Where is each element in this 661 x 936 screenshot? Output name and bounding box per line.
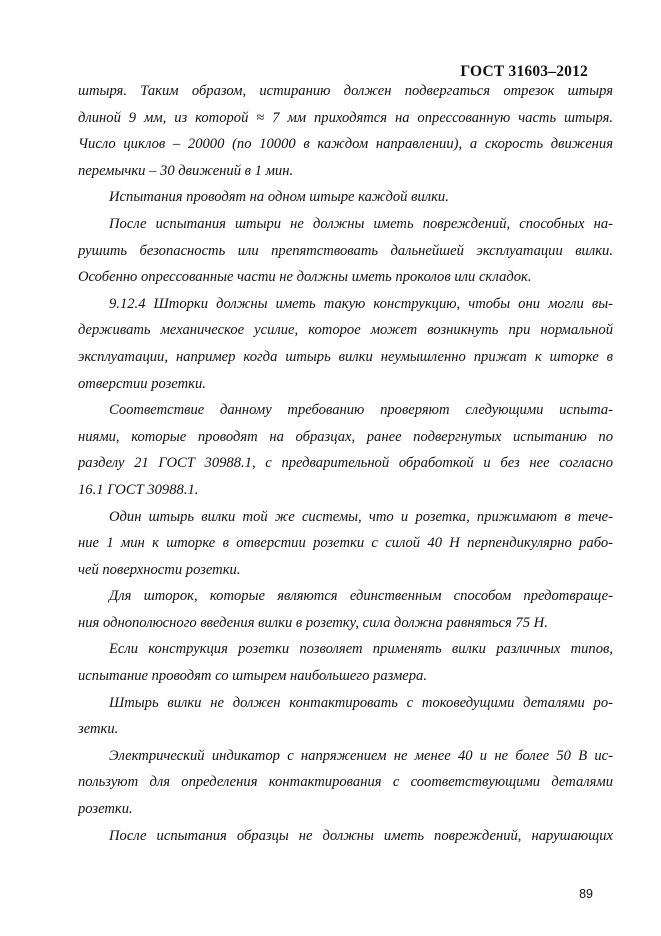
text-line: Испытания проводят на одном штыре каждой вилки. [109, 189, 449, 206]
text-line: ниями, которые проводят на образцах, ранее подвергнутых испытанию по [78, 428, 613, 445]
text-line: отверстии розетки. [78, 375, 206, 392]
text-line: 9.12.4 Шторки должны иметь такую конструкцию, чтобы они могли вы- [109, 295, 613, 312]
text-line: После испытания штыри не должны иметь повреждений, способных на- [109, 215, 613, 232]
text-line: разделу 21 ГОСТ 30988.1, с предварительной обработкой и без нее согласно [78, 455, 613, 472]
page-number: 89 [579, 887, 593, 901]
text-line: Особенно опрессованные части не должны иметь проколов или складок. [78, 269, 532, 286]
text-line: После испытания образцы не должны иметь повреждений, нарушающих [109, 827, 613, 844]
text-line: штыря. Таким образом, истиранию должен подвергаться отрезок штыря [78, 83, 613, 99]
text-line: длиной 9 мм, из которой ≈ 7 мм приходятся на опрессованную часть штыря. [78, 109, 613, 126]
text-line: чей поверхности розетки. [78, 561, 241, 578]
text-line: Если конструкция розетки позволяет применять вилки различных типов, [109, 641, 613, 658]
text-line: Один штырь вилки той же системы, что и розетка, прижимают в тече- [109, 508, 613, 525]
text-line: пользуют для определения контактирования с соответствующими деталями [78, 774, 613, 791]
document-body [78, 78, 613, 849]
text-line: Для шторок, которые являются единственным способом предотвраще- [109, 588, 613, 605]
text-line: перемычки – 30 движений в 1 мин. [78, 162, 294, 179]
text-line: розетки. [78, 801, 133, 818]
text-line: держивать механическое усилие, которое может возникнуть при нормальной [78, 322, 613, 339]
text-line: Штырь вилки не должен контактировать с токоведущими деталями ро- [109, 694, 613, 711]
text-line: зетки. [78, 721, 119, 738]
text-line: Электрический индикатор с напряжением не менее 40 и не более 50 В ис- [109, 747, 613, 764]
text-line: Число циклов – 20000 (по 10000 в каждом направлении), а скорость движения [78, 136, 613, 153]
text-line: рушить безопасность или препятствовать дальнейшей эксплуатации вилки. [78, 242, 613, 259]
text-line: Соответствие данному требованию проверяют следующими испыта- [109, 402, 613, 419]
text-line: ние 1 мин к шторке в отверстии розетки с силой 40 Н перпендикулярно рабо- [78, 535, 613, 552]
text-line: эксплуатации, например когда штырь вилки неумышленно прижат к шторке в [78, 348, 613, 365]
text-line: 16.1 ГОСТ 30988.1. [78, 481, 199, 498]
document-header: ГОСТ 31603–2012 [460, 63, 588, 80]
text-line: испытание проводят со штырем наибольшего размера. [78, 668, 428, 685]
text-line: ния однополюсного введения вилки в розетку, сила должна равняться 75 Н. [78, 614, 548, 631]
